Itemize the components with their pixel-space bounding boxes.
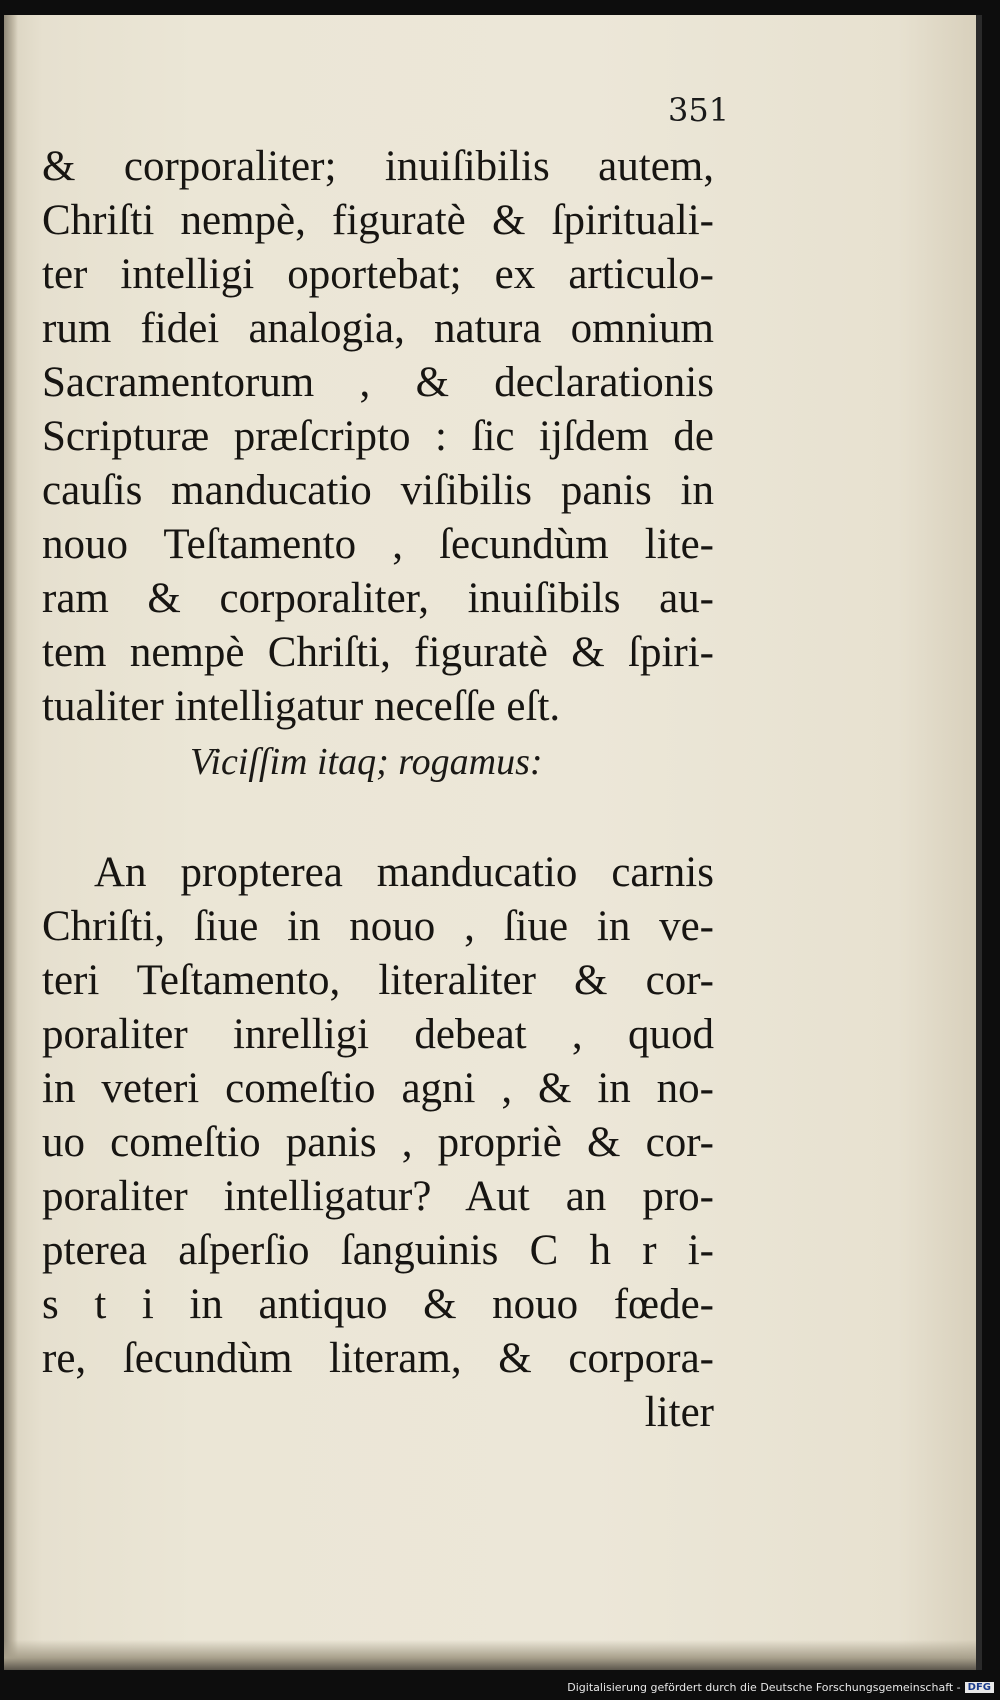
- text-line: nouo Teſtamento , ſecundùm lite-: [42, 521, 714, 568]
- text-line: tem nempè Chriſti, figuratè & ſpiri-: [42, 629, 714, 676]
- paragraph-2: [42, 846, 714, 1440]
- text-line: tualiter intelligatur neceſſe eſt.: [42, 683, 561, 730]
- text-line: cauſis manducatio viſibilis panis in: [42, 467, 714, 514]
- text-line: Chriſti, ſiue in nouo , ſiue in ve-: [42, 903, 714, 950]
- paragraph-1: [42, 140, 714, 734]
- text-line: Scripturæ præſcripto : ſic ijſdem de: [42, 413, 714, 460]
- text-line: ram & corporaliter, inuiſibils au-: [42, 575, 714, 622]
- text-line: rum fidei analogia, natura omnium: [42, 305, 714, 352]
- text-line: Sacramentorum , & declarationis: [42, 359, 714, 406]
- section-heading: Viciſſim itaq; rogamus:: [190, 741, 543, 783]
- text-line: re, ſecundùm literam, & corpora-: [42, 1335, 714, 1382]
- text-line: teri Teſtamento, literaliter & cor-: [42, 957, 714, 1004]
- text-line: An propterea manducatio carnis: [94, 849, 714, 896]
- text-line: poraliter intelligatur? Aut an pro-: [42, 1173, 714, 1220]
- text-line: & corporaliter; inuiſibilis autem,: [42, 143, 714, 190]
- digitization-credit: [567, 1681, 994, 1694]
- text-line: pterea aſperſio ſanguinis C h r i-: [42, 1227, 714, 1274]
- text-line: Chriſti nempè, figuratè & ſpirituali-: [42, 197, 714, 244]
- text-line: ter intelligi oportebat; ex articulo-: [42, 251, 714, 298]
- page-number: 351: [668, 91, 730, 129]
- text-line: poraliter inrelligi debeat , quod: [42, 1011, 714, 1058]
- catchword: liter: [644, 1389, 714, 1436]
- text-line: uo comeſtio panis , propriè & cor-: [42, 1119, 714, 1166]
- book-page: [4, 15, 982, 1670]
- credit-text: Digitalisierung gefördert durch die Deutsche Forschungsgemeinschaft -: [567, 1681, 961, 1694]
- text-line: in veteri comeſtio agni , & in no-: [42, 1065, 714, 1112]
- dfg-logo: DFG: [965, 1682, 994, 1693]
- text-line: s t i in antiquo & nouo fœde-: [42, 1281, 714, 1328]
